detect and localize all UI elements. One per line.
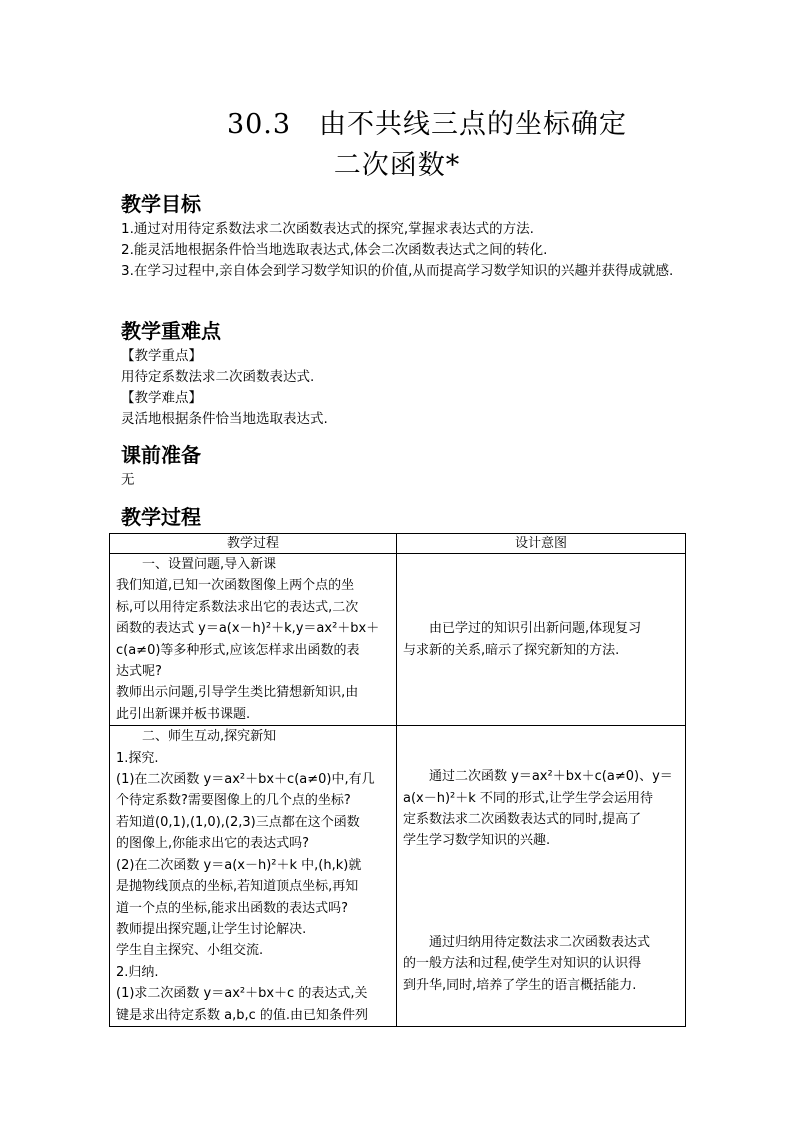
table-header-row xyxy=(110,534,686,554)
cell-line: 标,可以用待定系数法求出它的表达式,二次 xyxy=(116,599,359,615)
page-title: 30.3 由不共线三点的坐标确定 xyxy=(226,109,628,140)
goals-heading: 教学目标 xyxy=(121,192,201,216)
table-header: 教学过程 xyxy=(110,534,397,554)
cell-line: 学生学习数学知识的兴趣. xyxy=(403,833,551,849)
cell-line: 由已学过的知识引出新问题,体现复习 xyxy=(429,621,642,637)
cell-line: 是抛物线顶点的坐标,若知道顶点坐标,再知 xyxy=(116,879,359,895)
focus-label: 【教学重点】 xyxy=(121,348,202,364)
table-cell-intent xyxy=(397,554,686,726)
cell-line: 1.探究. xyxy=(116,750,159,766)
cell-line: 教师提出探究题,让学生讨论解决. xyxy=(116,921,307,937)
cell-line: 的一般方法和过程,使学生对知识的认识得 xyxy=(403,956,642,972)
cell-line: 达式呢? xyxy=(116,664,162,680)
cell-line: a(x－h)²＋k 不同的形式,让学生学会运用待 xyxy=(403,790,654,806)
cell-line: (1)在二次函数 y＝ax²＋bx＋c(a≠0)中,有几 xyxy=(116,772,375,788)
table-cell-process xyxy=(110,726,397,1027)
focus-text: 用待定系数法求二次函数表达式. xyxy=(121,369,315,385)
goal-item: 3.在学习过程中,亲自体会到学习数学知识的价值,从而提高学习数学知识的兴趣并获得成就感. xyxy=(121,263,674,279)
page-subtitle: 二次函数* xyxy=(333,150,461,181)
difficulty-label: 【教学难点】 xyxy=(121,390,202,406)
key-points-heading: 教学重难点 xyxy=(121,319,221,343)
prep-text: 无 xyxy=(121,472,135,488)
cell-line: c(a≠0)等多种形式,应该怎样求出函数的表 xyxy=(116,642,360,658)
table-cell-intent xyxy=(397,726,686,1027)
cell-line: 到升华,同时,培养了学生的语言概括能力. xyxy=(403,977,637,993)
cell-title: 一、设置问题,导入新课 xyxy=(142,557,277,572)
goals-list xyxy=(121,219,681,282)
cell-line: (1)求二次函数 y＝ax²＋bx＋c 的表达式,关 xyxy=(116,986,368,1002)
prep-heading: 课前准备 xyxy=(121,443,201,467)
cell-line: 通过归纳用待定数法求二次函数表达式 xyxy=(429,934,651,950)
cell-line: 教师出示问题,引导学生类比猜想新知识,由 xyxy=(116,685,359,701)
cell-title: 二、师生互动,探究新知 xyxy=(142,729,277,745)
cell-line: 通过二次函数 y＝ax²＋bx＋c(a≠0)、y＝ xyxy=(429,769,673,785)
process-table xyxy=(109,533,686,1027)
cell-line: 键是求出待定系数 a,b,c 的值.由已知条件列 xyxy=(116,1007,369,1023)
process-heading: 教学过程 xyxy=(121,505,201,529)
cell-line: 与求新的关系,暗示了探究新知的方法. xyxy=(403,642,620,658)
table-row xyxy=(110,554,686,726)
table-row xyxy=(110,726,686,1027)
cell-line: 若知道(0,1),(1,0),(2,3)三点都在这个函数 xyxy=(116,814,360,830)
difficulty-text: 灵活地根据条件恰当地选取表达式. xyxy=(121,411,328,427)
cell-line: 定系数法求二次函数表达式的同时,提高了 xyxy=(403,812,642,828)
goal-item: 2.能灵活地根据条件恰当地选取表达式,体会二次函数表达式之间的转化. xyxy=(121,242,548,258)
cell-line: 的图像上,你能求出它的表达式吗? xyxy=(116,836,310,852)
table-cell-process xyxy=(110,554,397,726)
table-header: 设计意图 xyxy=(397,534,686,554)
cell-line: 学生自主探究、小组交流. xyxy=(116,943,264,959)
cell-line: (2)在二次函数 y＝a(x－h)²＋k 中,(h,k)就 xyxy=(116,857,362,873)
goal-item: 1.通过对用待定系数法求二次函数表达式的探究,掌握求表达式的方法. xyxy=(121,221,534,237)
cell-line: 2.归纳. xyxy=(116,964,159,980)
cell-line: 此引出新课并板书课题. xyxy=(116,706,251,722)
key-points-block xyxy=(121,346,681,430)
cell-line: 我们知道,已知一次函数图像上两个点的坐 xyxy=(116,578,355,594)
cell-line: 个待定系数?需要图像上的几个点的坐标? xyxy=(116,793,351,809)
cell-line: 函数的表达式 y＝a(x－h)²＋k,y＝ax²＋bx＋ xyxy=(116,621,380,637)
cell-line: 道一个点的坐标,能求出函数的表达式吗? xyxy=(116,900,349,916)
